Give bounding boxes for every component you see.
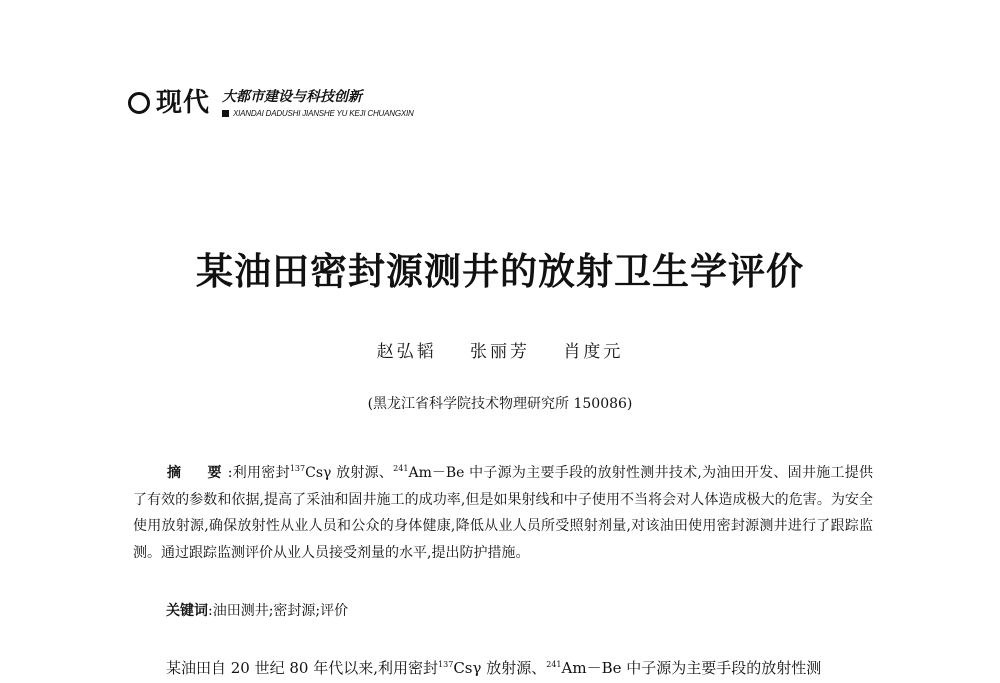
body-text: 某油田自 20 世纪 80 年代以来,利用密封	[166, 659, 439, 677]
abstract-label: 摘 要	[167, 465, 228, 481]
author-name: 赵弘韬	[376, 342, 437, 362]
abstract	[133, 460, 873, 566]
body-text: Am－Be 中子源为主要手段的放射性测	[561, 659, 822, 677]
body-text: Csγ 放射源、	[453, 659, 547, 677]
isotope-mass-number: 137	[289, 464, 306, 473]
author-name: 肖度元	[563, 342, 624, 362]
journal-name-en: XIANDAI DADUSHI JIANSHE YU KEJI CHUANGXIN	[233, 109, 414, 118]
author-list	[0, 340, 1000, 364]
keywords	[166, 600, 348, 622]
circle-icon	[128, 92, 150, 114]
keywords-label: 关键词	[166, 603, 208, 619]
isotope-mass-number: 241	[546, 660, 562, 669]
square-bullet-icon	[222, 110, 229, 117]
abstract-separator: :	[227, 465, 233, 481]
abstract-text: 利用密封	[232, 465, 290, 481]
paper-title: 某油田密封源测井的放射卫生学评价	[196, 249, 804, 293]
journal-header	[128, 86, 568, 126]
abstract-text: Am－Be 中子源为主要手段的放射性测井技术,为油田开发、固井施工提供了有效的参数和依据,提高了采油和固井施工的成功率,但是如果射线和中子使用不当将会对人体造成极大的危害。为安全使用放射源,确保放射性从业人员和公众的身体健康,降低从业人员所受照射剂量,对该油田使用密封源测井进行了跟踪监测。通过跟踪监测评价从业人员接受剂量的水平,提出防护措施。	[133, 465, 874, 561]
author-name: 张丽芳	[470, 342, 530, 362]
journal-brand: 现代	[156, 88, 211, 118]
isotope-mass-number: 241	[393, 464, 409, 473]
abstract-text: Csγ 放射源、	[305, 465, 394, 481]
journal-name-cn: 大都市建设与科技创新	[222, 89, 362, 105]
isotope-mass-number: 137	[438, 660, 454, 669]
affiliation: (黑龙江省科学院技术物理研究所 150086)	[367, 396, 633, 412]
keywords-text: :油田测井;密封源;评价	[208, 603, 349, 619]
body-paragraph	[166, 656, 886, 680]
